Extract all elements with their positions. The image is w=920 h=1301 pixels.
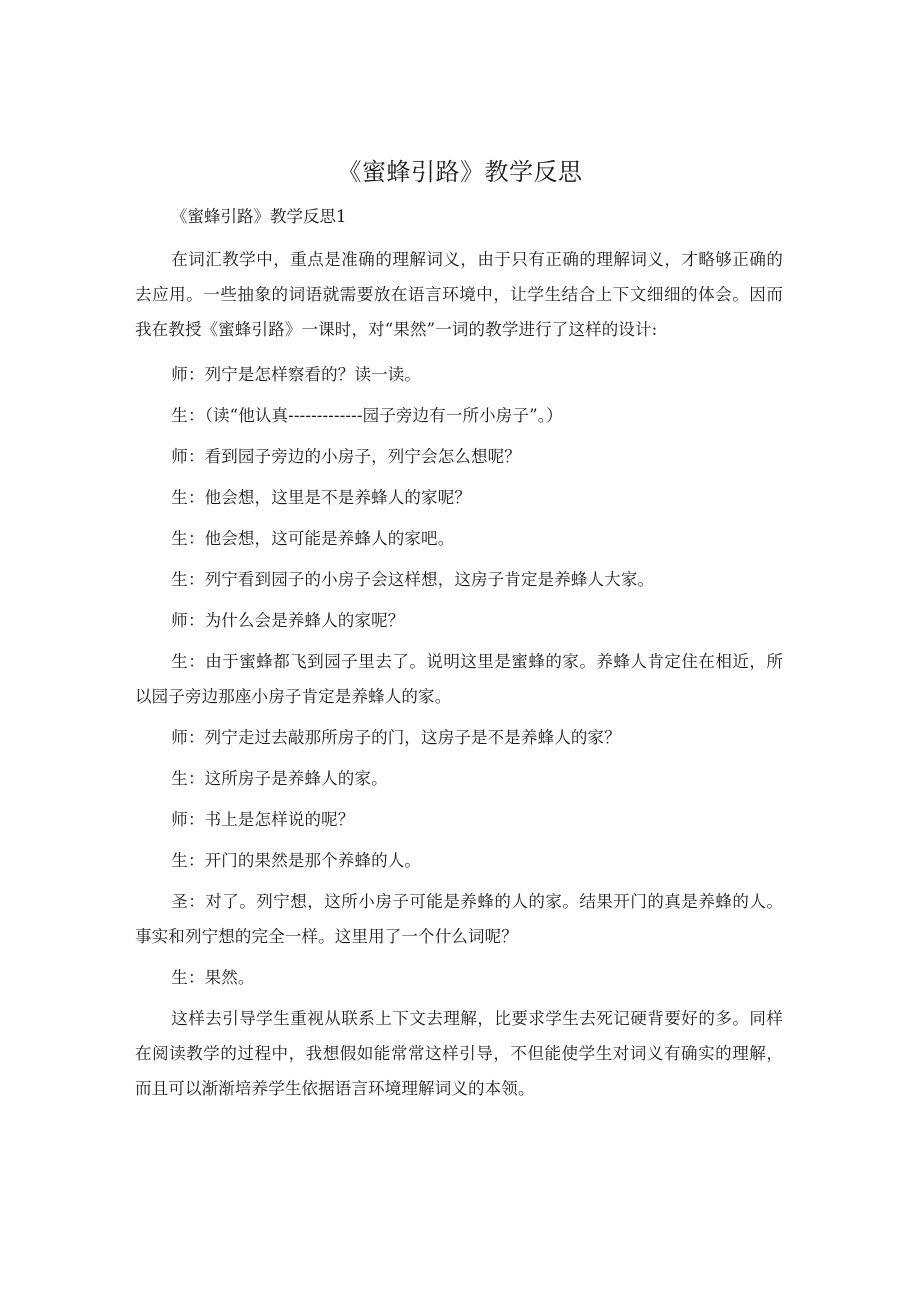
document-title: 《蜜蜂引路》教学反思 — [337, 158, 583, 186]
dialogue-line: 师：为什么会是养蜂人的家呢？ — [171, 611, 405, 630]
dialogue-line: 生：开门的果然是那个养蜂的人。 — [171, 851, 422, 870]
dialogue-line: 生：果然。 — [171, 968, 255, 987]
dialogue-line: 师：看到园子旁边的小房子，列宁会怎么想呢？ — [171, 447, 521, 466]
intro-paragraph: 在词汇教学中，重点是准确的理解词义，由于只有正确的理解词义，才略够正确的去应用。一些抽象的词语就需要放在语言环境中，让学生结合上下文细细的体会。因而我在教授《蜜蜂引路》一课时，对“果然”一词的教学进行了这样的设计: — [135, 250, 783, 339]
dialogue-line: 生：他会想，这可能是养蜂人的家吧。 — [171, 529, 455, 548]
dialogue-line: 生：列宁看到园子的小房子会这样想，这房子肯定是养蜂人大家。 — [171, 570, 655, 589]
document-body — [135, 242, 783, 1116]
conclusion-paragraph: 这样去引导学生重视从联系上下文去理解，比要求学生去死记硬背要好的多。同样在阅读教学的过程中，我想假如能常常这样引导，不但能使学生对词义有确实的理解，而且可以渐渐培养学生依据语言环境理解词义的本领。 — [135, 1009, 783, 1098]
dialogue-line: 生：由于蜜蜂都飞到园子里去了。说明这里是蜜蜂的家。养蜂人肯定住在相近，所以园子旁边那座小房子肯定是养蜂人的家。 — [135, 652, 783, 706]
dialogue-line: 生：这所房子是养蜂人的家。 — [171, 769, 388, 788]
dialogue-line: 生：（读“他认真-------------园子旁边有一所小房子”。） — [171, 406, 563, 425]
section-subtitle: 《蜜蜂引路》教学反思1 — [171, 207, 347, 226]
dialogue-line: 师：书上是怎样说的呢？ — [171, 810, 355, 829]
dialogue-line: 师：列宁是怎样察看的？读一读。 — [171, 365, 422, 384]
dialogue-line: 师：列宁走过去敲那所房子的门，这房子是不是养蜂人的家？ — [171, 728, 621, 747]
dialogue-line: 生：他会想，这里是不是养蜂人的家呢？ — [171, 488, 471, 507]
dialogue-line: 圣：对了。列宁想，这所小房子可能是养蜂的人的家。结果开门的真是养蜂的人。事实和列宁想的完全一样。这里用了一个什么词呢？ — [135, 892, 783, 946]
